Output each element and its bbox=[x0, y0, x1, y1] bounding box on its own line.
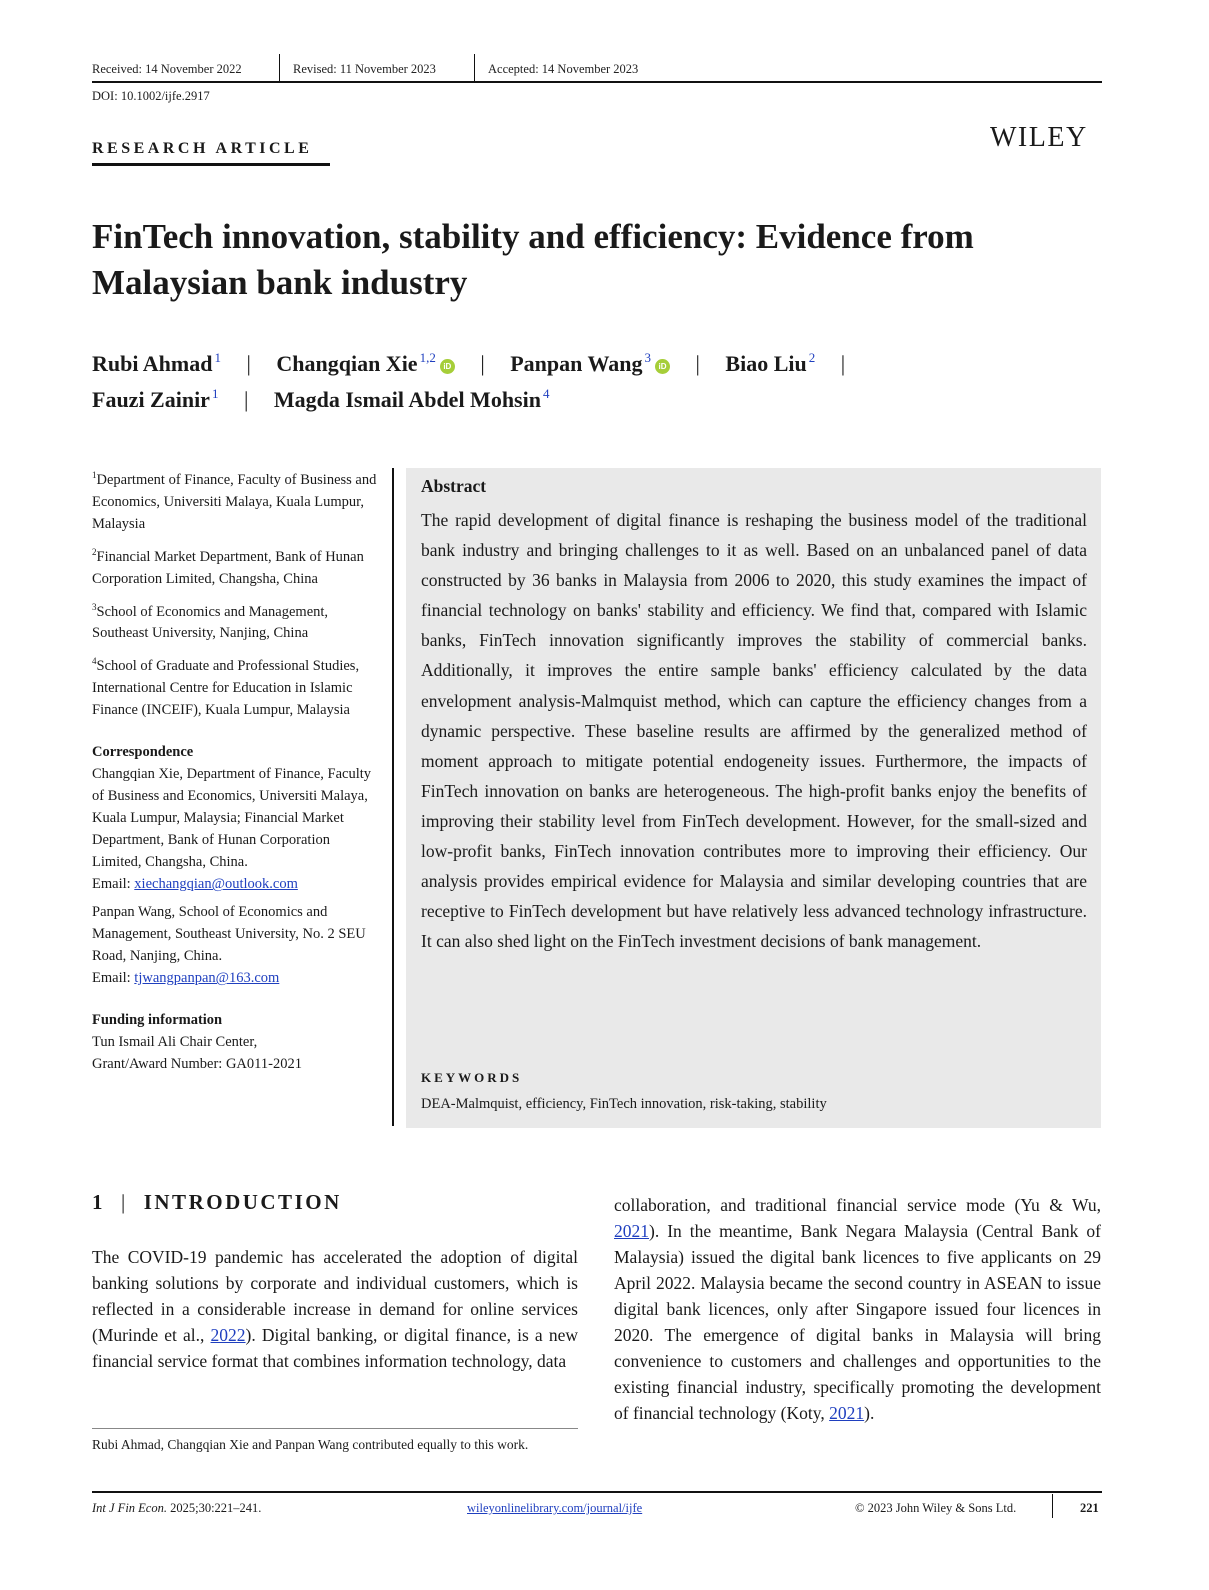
date-divider bbox=[279, 54, 280, 82]
footnote: Rubi Ahmad, Changqian Xie and Panpan Wang contributed equally to this work. bbox=[92, 1437, 529, 1452]
accepted-date: Accepted: 14 November 2023 bbox=[488, 62, 639, 76]
intro-paragraph-right: collaboration, and traditional financial service mode (Yu & Wu, 2021). In the meantime, Bank Negara Malaysia (Central Bank of Malaysia) issued the digital bank licences to five applicants on 29 April 2022. Malaysia became the second country in ASEAN to issue digital bank licences, only after Singapore issued four licences in 2020. The emergence of digital banks in Malaysia will bring convenience to customers and challenges and opportunities to the existing financial industry, specifically promoting the development of financial technology (Koty, 2021). bbox=[614, 1195, 1101, 1423]
copyright: © 2023 John Wiley & Sons Ltd. bbox=[855, 1501, 1017, 1515]
author-separator: | bbox=[243, 387, 249, 412]
affiliation: $^1$Department of Finance, Faculty of Business and Economics, Universiti Malaya, Kuala Lumpur, Malaysia bbox=[92, 470, 377, 532]
journal-citation: Int J Fin Econ. 2025;30:221–241. bbox=[92, 1501, 262, 1515]
author-affil-sup[interactable]: 3 bbox=[644, 350, 652, 365]
title-line: FinTech innovation, stability and efficiency: Evidence from bbox=[92, 217, 974, 256]
email-link[interactable]: tjwangpanpan@163.com bbox=[134, 970, 280, 987]
funding-heading: Funding information bbox=[92, 1012, 223, 1029]
author-list bbox=[92, 350, 865, 377]
author-affil-sup[interactable]: 2 bbox=[808, 350, 816, 365]
correspondence-entry: Changqian Xie, Department of Finance, Faculty of Business and Economics, Universiti Malaya, Kuala Lumpur, Malaysia; Financial Market Department, Bank of Hunan Corporation Limited, Changsha, China. Email: xiechangqian@outlook.com bbox=[92, 766, 372, 893]
author-name: Panpan Wang bbox=[510, 351, 643, 376]
funding-info: Tun Ismail Ali Chair Center, Grant/Award Number: GA011-2021 bbox=[92, 1034, 302, 1073]
doi[interactable]: DOI: 10.1002/ijfe.2917 bbox=[92, 89, 210, 103]
abstract-heading: Abstract bbox=[421, 476, 487, 496]
author-separator: | bbox=[480, 351, 485, 376]
footer-rule bbox=[92, 1491, 1102, 1493]
affiliation: $^3$School of Economics and Management, Southeast University, Nanjing, China bbox=[92, 601, 329, 642]
author-separator: | bbox=[840, 351, 846, 376]
affiliation: $^2$Financial Market Department, Bank of Hunan Corporation Limited, Changsha, China bbox=[92, 546, 364, 587]
journal-url-link[interactable]: wileyonlinelibrary.com/journal/ijfe bbox=[467, 1501, 643, 1515]
intro-paragraph-left: The COVID-19 pandemic has accelerated the adoption of digital banking solutions by corporate and individual customers, which is reflected in a considerable increase in demand for online services (Murinde et al., 2022). Digital banking, or digital finance, is a new financial service format that combines information technology, data bbox=[92, 1247, 578, 1371]
author-name: Biao Liu bbox=[725, 351, 807, 376]
paper-title bbox=[92, 214, 1112, 306]
author-list bbox=[92, 386, 549, 413]
revised-date: Revised: 11 November 2023 bbox=[293, 62, 436, 76]
citation-link[interactable]: 2022 bbox=[210, 1325, 246, 1345]
author-separator: | bbox=[695, 351, 700, 376]
orcid-icon[interactable]: iD bbox=[655, 359, 670, 374]
section-heading: 1 | INTRODUCTION bbox=[92, 1190, 342, 1214]
abstract-text: The rapid development of digital finance is reshaping the business model of the traditional bank industry and bringing challenges to it as well. Based on an unbalanced panel of data constructed by 36 banks in Malaysia from 2006 to 2020, this study examines the impact of financial technology on banks' stability and efficiency. We find that, compared with Islamic banks, FinTech innovation significantly improves the stability of commercial banks. Additionally, it improves the entire sample banks' efficiency calculated by the data envelopment analysis-Malmquist method, which can capture the efficiency changes from a dynamic perspective. These baseline results are affirmed by the generalized method of moment approach to mitigate potential endogeneity issues. Furthermore, the impacts of FinTech innovation on banks are heterogeneous. The high-profit banks enjoy the benefits of improving their stability level from FinTech development. However, for the small-sized and low-profit banks, FinTech innovation contributes more to improving their efficiency. Our analysis provides empirical evidence for Malaysia and similar developing countries that are receptive to FinTech development but have relatively less advanced technology infrastructure. It can also shed light on the FinTech investment decisions of bank management. bbox=[421, 510, 1087, 952]
author-affil-sup[interactable]: 1 bbox=[211, 386, 219, 401]
author-affil-sup[interactable]: 1 bbox=[214, 350, 221, 365]
history-dates bbox=[92, 60, 1102, 82]
keywords-list: DEA-Malmquist, efficiency, FinTech innovation, risk-taking, stability bbox=[421, 1096, 827, 1112]
title-line: Malaysian bank industry bbox=[92, 263, 468, 302]
page-number: 221 bbox=[1080, 1501, 1099, 1515]
footer-divider bbox=[1052, 1494, 1053, 1518]
author-name: Rubi Ahmad bbox=[92, 351, 213, 376]
orcid-icon[interactable]: iD bbox=[440, 359, 455, 374]
correspondence-entry: Panpan Wang, School of Economics and Management, Southeast University, No. 2 SEU Road, Nanjing, China. Email: tjwangpanpan@163.com bbox=[92, 904, 366, 987]
keywords-heading: KEYWORDS bbox=[421, 1070, 523, 1085]
publisher-logo: WILEY bbox=[990, 122, 1088, 153]
date-divider bbox=[474, 54, 475, 82]
affiliation: $^4$School of Graduate and Professional Studies, International Centre for Education in Islamic Finance (INCEIF), Kuala Lumpur, Malaysia bbox=[92, 656, 360, 719]
author-affil-sup[interactable]: 4 bbox=[542, 386, 550, 401]
author-separator: | bbox=[246, 351, 251, 376]
author-affil-sup[interactable]: 1,2 bbox=[419, 350, 436, 365]
citation-link[interactable]: 2021 bbox=[829, 1403, 865, 1423]
received-date: Received: 14 November 2022 bbox=[92, 62, 242, 76]
email-link[interactable]: xiechangqian@outlook.com bbox=[134, 876, 298, 893]
footnote-rule bbox=[92, 1428, 578, 1429]
article-info-column bbox=[92, 464, 377, 1075]
correspondence-heading: Correspondence bbox=[92, 744, 194, 761]
article-type-underline bbox=[92, 163, 330, 166]
citation-link[interactable]: 2021 bbox=[614, 1221, 649, 1241]
author-name: Fauzi Zainir bbox=[92, 387, 210, 412]
header-rule bbox=[92, 81, 1102, 83]
author-name: Magda Ismail Abdel Mohsin bbox=[273, 387, 541, 412]
column-divider bbox=[392, 468, 394, 1126]
article-type: RESEARCH ARTICLE bbox=[92, 140, 313, 157]
author-name: Changqian Xie bbox=[276, 351, 418, 376]
